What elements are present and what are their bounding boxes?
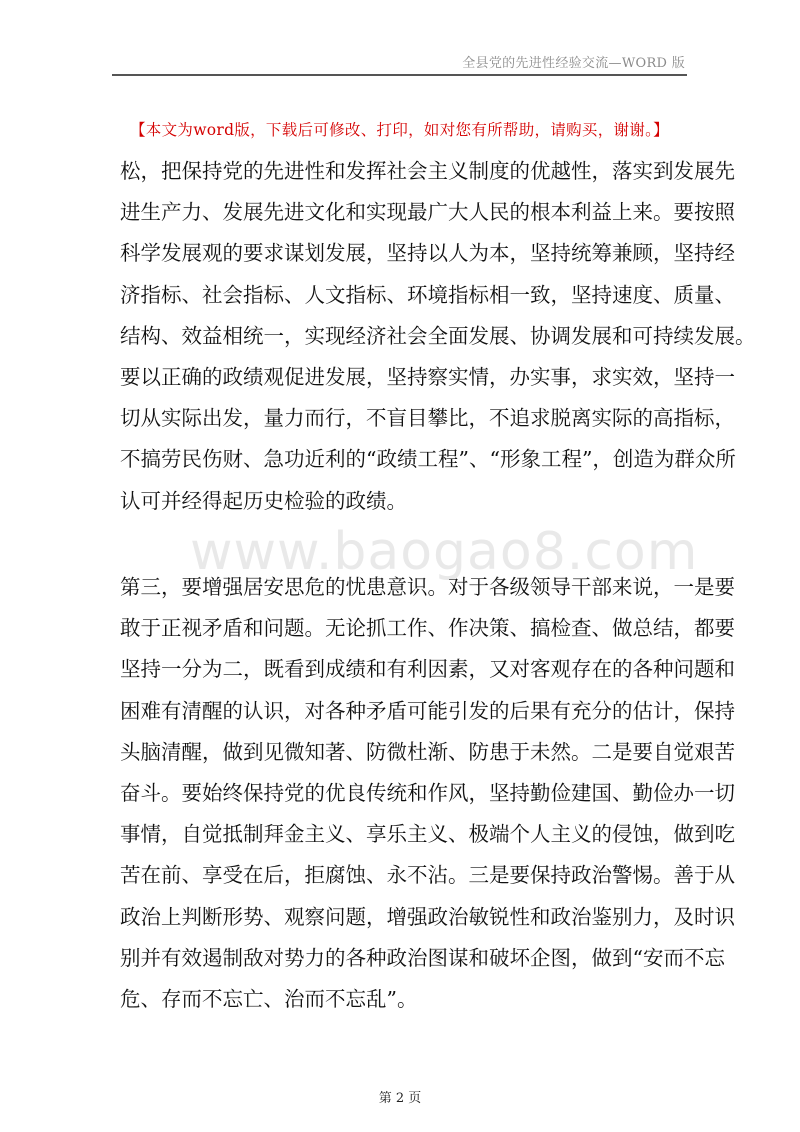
running-header: 全县党的先进性经验交流—WORD 版 (462, 56, 685, 71)
paragraph-line: 松，把保持党的先进性和发挥社会主义制度的优越性，落实到发展先 (120, 159, 735, 183)
paragraph-line: 济指标、社会指标、人文指标、环境指标相一致，坚持速度、质量、 (120, 282, 735, 307)
paragraph-line: 切从实际出发，量力而行，不盲目攀比，不追求脱离实际的高指标， (120, 406, 735, 431)
paragraph-line: 不搞劳民伤财、急功近利的“政绩工程”、“形象工程”，创造为群众所 (120, 447, 736, 472)
paragraph-line: 结构、效益相统一，实现经济社会全面发展、协调发展和可持续发展。 (120, 323, 756, 348)
page-number: 第 2 页 (378, 1091, 422, 1106)
paragraph-line: 别并有效遏制敌对势力的各种政治图谋和破坏企图，做到“安而不忘 (120, 945, 725, 970)
paragraph-line: 事情，自觉抵制拜金主义、享乐主义、极端个人主义的侵蚀，做到吃 (120, 822, 735, 847)
paragraph-line: 科学发展观的要求谋划发展，坚持以人为本，坚持统筹兼顾，坚持经 (120, 241, 735, 266)
paragraph-line: 第三，要增强居安思危的忧患意识。对于各级领导干部来说，一是要 (120, 575, 735, 599)
paragraph-line: 头脑清醒，做到见微知著、防微杜渐、防患于未然。二是要自觉艰苦 (120, 739, 735, 764)
watermark: www.baogao8.com (190, 522, 699, 582)
paragraph-line: 困难有清醒的认识，对各种矛盾可能引发的后果有充分的估计，保持 (120, 698, 735, 723)
paragraph-line: 敢于正视矛盾和问题。无论抓工作、作决策、搞检查、做总结，都要 (120, 616, 735, 641)
paragraph-line: 认可并经得起历史检验的政绩。 (120, 488, 407, 513)
header-divider (112, 74, 687, 76)
paragraph-1 (120, 151, 756, 522)
paragraph-line: 政治上判断形势、观察问题，增强政治敏锐性和政治鉴别力，及时识 (120, 904, 735, 929)
paragraph-line: 苦在前、享受在后，拒腐蚀、永不沾。三是要保持政治警惕。善于从 (120, 863, 735, 888)
download-notice: 【本文为word版，下载后可修改、打印，如对您有所帮助，请购买，谢谢。】 (130, 121, 669, 139)
paragraph-line: 危、存而不忘亡、治而不忘乱”。 (120, 986, 418, 1011)
paragraph-line: 要以正确的政绩观促进发展，坚持察实情，办实事，求实效，坚持一 (120, 364, 735, 389)
paragraph-2 (120, 567, 735, 1020)
paragraph-line: 奋斗。要始终保持党的优良传统和作风，坚持勤俭建国、勤俭办一切 (120, 780, 735, 805)
paragraph-line: 坚持一分为二，既看到成绩和有利因素，又对客观存在的各种问题和 (120, 657, 735, 682)
paragraph-line: 进生产力、发展先进文化和实现最广大人民的根本利益上来。要按照 (120, 200, 735, 225)
